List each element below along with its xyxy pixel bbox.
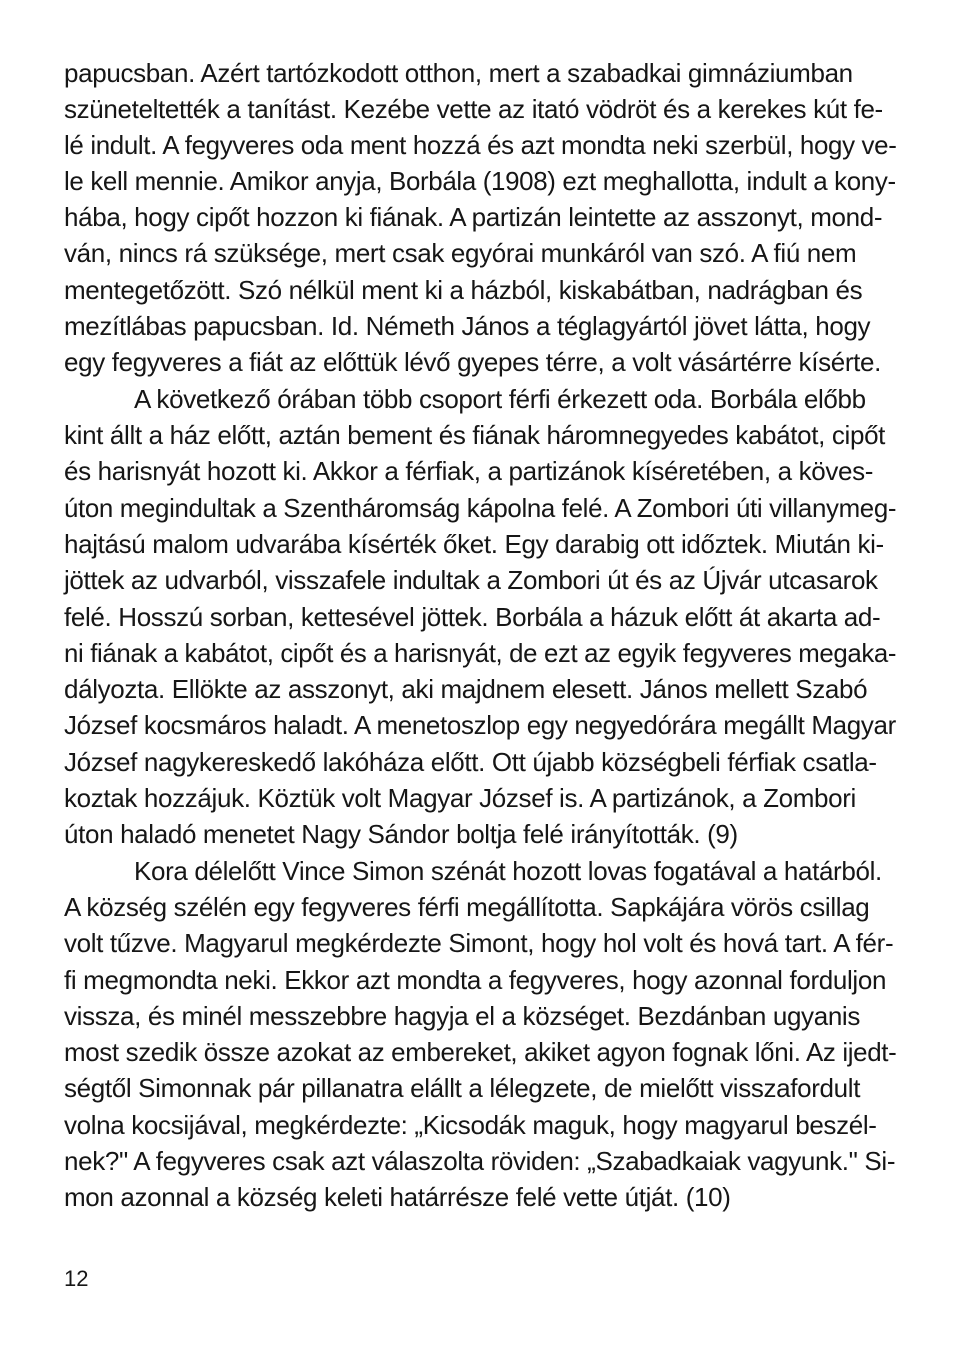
- text-line: A község szélén egy fegyveres férfi megállította. Sapkájára vörös csillag: [64, 892, 870, 922]
- text-line: kint állt a ház előtt, aztán bement és fiának háromnegyedes kabátot, cipőt: [64, 420, 886, 450]
- text-line: fi megmondta neki. Ekkor azt mondta a fegyveres, hogy azonnal forduljon: [64, 965, 887, 995]
- text-line: egy fegyveres a fiát az előttük lévő gyepes térre, a volt vásártérre kísérte.: [64, 347, 882, 377]
- text-line: mon azonnal a község keleti határrésze felé vette útját. (10): [64, 1182, 731, 1212]
- text-line: szüneteltették a tanítást. Kezébe vette az itató vödröt és a kerekes kút fe-: [64, 94, 883, 124]
- text-line: Kora délelőtt Vince Simon szénát hozott lovas fogatával a határból.: [134, 856, 882, 886]
- text-line: hába, hogy cipőt hozzon ki fiának. A partizán leintette az asszonyt, mond-: [64, 202, 883, 232]
- text-line: jöttek az udvarból, visszafele indultak a Zombori út és az Újvár utcasarok: [64, 565, 878, 595]
- text-line: nek?" A fegyveres csak azt válaszolta röviden: „Szabadkaiak vagyunk." Si-: [64, 1146, 896, 1176]
- page-number: 12: [64, 1266, 89, 1291]
- text-line: ségtől Simonnak pár pillanatra elállt a lélegzete, de mielőtt visszafordult: [64, 1073, 861, 1103]
- text-line: volna kocsijával, megkérdezte: „Kicsodák maguk, hogy magyarul beszél-: [64, 1110, 877, 1140]
- text-line: most szedik össze azokat az embereket, akiket agyon fognak lőni. Az ijedt-: [64, 1037, 897, 1067]
- text-line: le kell mennie. Amikor anyja, Borbála (1908) ezt meghallotta, indult a kony-: [64, 166, 896, 196]
- text-line: úton haladó menetet Nagy Sándor boltja felé irányították. (9): [64, 819, 738, 849]
- text-line: úton megindultak a Szentháromság kápolna felé. A Zombori úti villanymeg-: [64, 493, 897, 523]
- text-line: mezítlábas papucsban. Id. Németh János a téglagyártól jövet látta, hogy: [64, 311, 871, 341]
- text-line: ván, nincs rá szüksége, mert csak egyórai munkáról van szó. A fiú nem: [64, 238, 857, 268]
- text-line: ni fiának a kabátot, cipőt és a harisnyát, de ezt az egyik fegyveres megaka-: [64, 638, 897, 668]
- text-line: és harisnyát hozott ki. Akkor a férfiak, a partizánok kíséretében, a köves-: [64, 456, 874, 486]
- text-line: hajtású malom udvarába kísérték őket. Egy darabig ott időztek. Miután ki-: [64, 529, 884, 559]
- text-line: A következő órában több csoport férfi érkezett oda. Borbála előbb: [134, 384, 866, 414]
- text-line: mentegetőzött. Szó nélkül ment ki a házból, kiskabátban, nadrágban és: [64, 275, 863, 305]
- text-line: felé. Hosszú sorban, kettesével jöttek. Borbála a házuk előtt át akarta ad-: [64, 602, 881, 632]
- text-line: József nagykereskedő lakóháza előtt. Ott újabb községbeli férfiak csatla-: [64, 747, 877, 777]
- text-line: dályozta. Ellökte az asszonyt, aki majdnem elesett. János mellett Szabó: [64, 674, 868, 704]
- text-line: vissza, és minél messzebbre hagyja el a községet. Bezdánban ugyanis: [64, 1001, 861, 1031]
- text-line: papucsban. Azért tartózkodott otthon, mert a szabadkai gimnáziumban: [64, 58, 853, 88]
- text-line: József kocsmáros haladt. A menetoszlop egy negyedórára megállt Magyar: [64, 710, 896, 740]
- text-line: koztak hozzájuk. Köztük volt Magyar József is. A partizánok, a Zombori: [64, 783, 856, 813]
- text-line: lé indult. A fegyveres oda ment hozzá és azt mondta neki szerbül, hogy ve-: [64, 130, 897, 160]
- text-line: volt tűzve. Magyarul megkérdezte Simont, hogy hol volt és hová tart. A fér-: [64, 928, 894, 958]
